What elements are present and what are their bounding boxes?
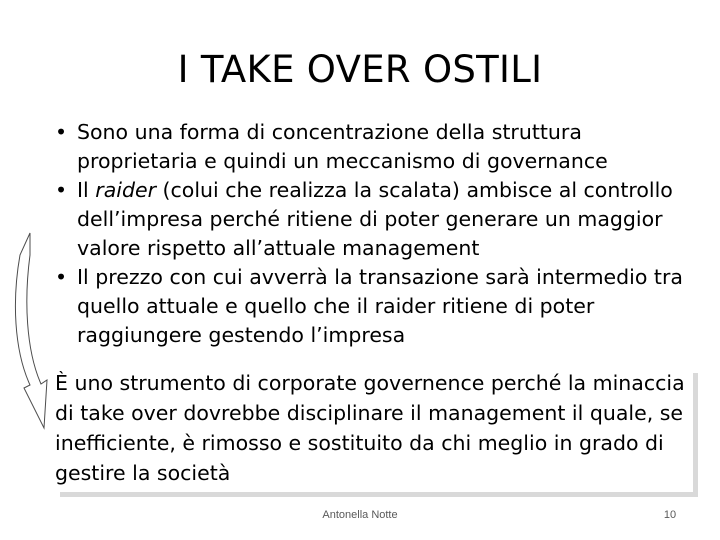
bullet-dot: • (55, 120, 68, 144)
bullet-dot: • (55, 178, 68, 202)
slide-title: I TAKE OVER OSTILI (177, 48, 543, 91)
bullet-dot: • (55, 265, 68, 289)
footer-page-number: 10 (663, 509, 677, 521)
bullet-text: Sono una forma di concentrazione della struttura proprietaria e quindi un meccanismo di governance (77, 120, 608, 173)
bullet-item (55, 263, 705, 350)
bullet-text-prefix: Il (77, 178, 96, 202)
bullet-item (55, 176, 705, 263)
bullet-text: Il prezzo con cui avverrà la transazione sarà intermedio tra quello attuale e quello che il raider ritiene di poter raggiungere gestendo l’impresa (77, 265, 683, 347)
footer-author: Antonella Notte (322, 509, 398, 521)
bullet-text-emphasis: raider (95, 178, 157, 202)
bullet-list (55, 118, 705, 350)
bullet-item (55, 118, 705, 176)
highlight-box (55, 368, 693, 492)
highlight-box-text: È uno strumento di corporate governence perché la minaccia di take over dovrebbe disciplinare il management il quale, se inefficiente, è rimosso e sostituito da chi meglio in grado di gestire la società (55, 371, 685, 485)
bullet-text-suffix: (colui che realizza la scalata) ambisce al controllo dell’impresa perché ritiene di poter generare un maggior valore rispetto all’attuale management (77, 178, 673, 260)
